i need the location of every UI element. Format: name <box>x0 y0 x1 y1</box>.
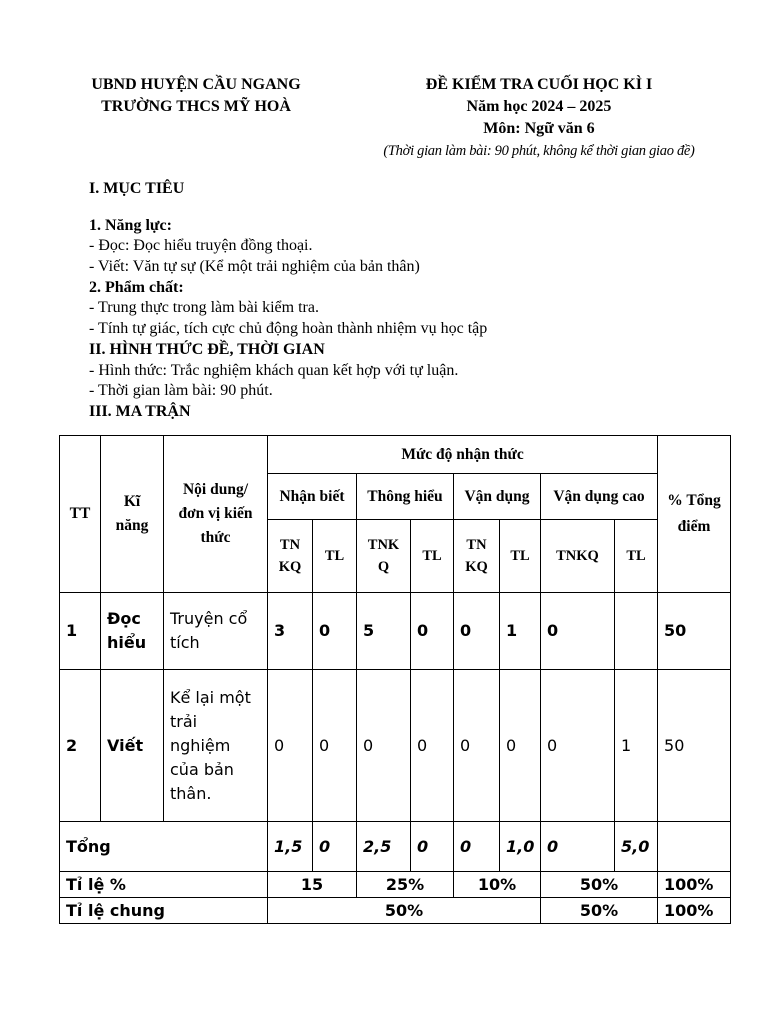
list-item: - Viết: Văn tự sự (Kể một trải nghiệm của bản thân) <box>89 258 420 276</box>
row-skill: Viết <box>101 670 164 822</box>
section-1-2-title: 2. Phẩm chất: <box>89 278 184 296</box>
row-content: Truyện cổ tích <box>164 593 268 670</box>
ratio-total: 100% <box>658 872 731 898</box>
general-total: 100% <box>658 898 731 924</box>
header-sub: TNKQ <box>541 520 615 593</box>
section-3-title: III. MA TRẬN <box>89 402 191 420</box>
table-cell: 0 <box>541 593 615 670</box>
header-level: Nhận biết <box>268 474 357 520</box>
table-cell: 0 <box>454 670 500 822</box>
table-cell: 0 <box>541 670 615 822</box>
ratio-value: 15 <box>268 872 357 898</box>
header-right <box>360 74 718 162</box>
sum-cell: 0 <box>454 822 500 872</box>
table-cell: 1 <box>615 670 658 822</box>
sum-row <box>60 822 731 872</box>
exam-title: ĐỀ KIỂM TRA CUỐI HỌC KÌ I <box>425 76 653 93</box>
objectives-section <box>89 179 729 423</box>
header-level: Thông hiểu <box>357 474 454 520</box>
list-item: - Trung thực trong làm bài kiểm tra. <box>89 299 319 317</box>
row-tt: 2 <box>60 670 101 822</box>
time-note: (Thời gian làm bài: 90 phút, không kể thời gian giao đề) <box>383 143 695 159</box>
header-left <box>66 74 326 118</box>
general-value: 50% <box>541 898 658 924</box>
header-level-group: Mức độ nhận thức <box>268 436 658 474</box>
sum-cell: 1,5 <box>268 822 313 872</box>
ratio-label: Tỉ lệ % <box>60 872 268 898</box>
general-value: 50% <box>268 898 541 924</box>
table-cell <box>615 593 658 670</box>
header-sub: TL <box>313 520 357 593</box>
table-cell: 0 <box>268 670 313 822</box>
table-cell: 0 <box>411 670 454 822</box>
ratio-value: 25% <box>357 872 454 898</box>
row-skill: Đọc hiểu <box>101 593 164 670</box>
table-cell: 0 <box>500 670 541 822</box>
ratio-row <box>60 872 731 898</box>
table-cell: 0 <box>357 670 411 822</box>
header-tt: TT <box>60 436 101 593</box>
table-row <box>60 670 731 822</box>
table-row <box>60 593 731 670</box>
row-total: 50 <box>658 593 731 670</box>
sum-cell: 1,0 <box>500 822 541 872</box>
header-sub: TN KQ <box>454 520 500 593</box>
ratio-value: 10% <box>454 872 541 898</box>
list-item: - Thời gian làm bài: 90 phút. <box>89 382 273 400</box>
table-cell: 3 <box>268 593 313 670</box>
header-level: Vận dụng cao <box>541 474 658 520</box>
sum-cell: 0 <box>541 822 615 872</box>
general-label: Tỉ lệ chung <box>60 898 268 924</box>
sum-label: Tổng <box>60 822 268 872</box>
row-tt: 1 <box>60 593 101 670</box>
sum-cell: 0 <box>411 822 454 872</box>
row-content: Kể lại một trải nghiệm của bản thân. <box>164 670 268 822</box>
list-item: - Tính tự giác, tích cực chủ động hoàn thành nhiệm vụ học tập <box>89 320 488 338</box>
sum-cell: 5,0 <box>615 822 658 872</box>
header-total-pct: % Tổng điểm <box>658 436 731 593</box>
header-skill: Kĩ năng <box>101 436 164 593</box>
list-item: - Hình thức: Trắc nghiệm khách quan kết hợp với tự luận. <box>89 361 459 379</box>
header-content: Nội dung/ đơn vị kiến thức <box>164 436 268 593</box>
subject: Môn: Ngữ văn 6 <box>483 120 595 137</box>
sum-cell: 2,5 <box>357 822 411 872</box>
table-cell: 0 <box>454 593 500 670</box>
row-total: 50 <box>658 670 731 822</box>
header-sub: TL <box>411 520 454 593</box>
table-header-row <box>60 436 731 474</box>
matrix-table <box>59 435 731 924</box>
org-line-2: TRƯỜNG THCS MỸ HOÀ <box>101 98 291 115</box>
list-item: - Đọc: Đọc hiểu truyện đồng thoại. <box>89 237 313 255</box>
header-sub: TN KQ <box>268 520 313 593</box>
header-level: Vận dụng <box>454 474 541 520</box>
section-1-1-title: 1. Năng lực: <box>89 216 172 234</box>
header-sub: TNK Q <box>357 520 411 593</box>
table-cell: 0 <box>313 670 357 822</box>
table-cell: 0 <box>411 593 454 670</box>
table-cell: 1 <box>500 593 541 670</box>
table-cell: 5 <box>357 593 411 670</box>
header-sub: TL <box>500 520 541 593</box>
sum-cell: 0 <box>313 822 357 872</box>
ratio-value: 50% <box>541 872 658 898</box>
org-line-1: UBND HUYỆN CẦU NGANG <box>91 76 301 93</box>
sum-total <box>658 822 731 872</box>
table-cell: 0 <box>313 593 357 670</box>
general-row <box>60 898 731 924</box>
school-year: Năm học 2024 – 2025 <box>466 98 612 115</box>
header-sub: TL <box>615 520 658 593</box>
section-2-title: II. HÌNH THỨC ĐỀ, THỜI GIAN <box>89 340 325 358</box>
section-1-title: I. MỤC TIÊU <box>89 180 185 197</box>
